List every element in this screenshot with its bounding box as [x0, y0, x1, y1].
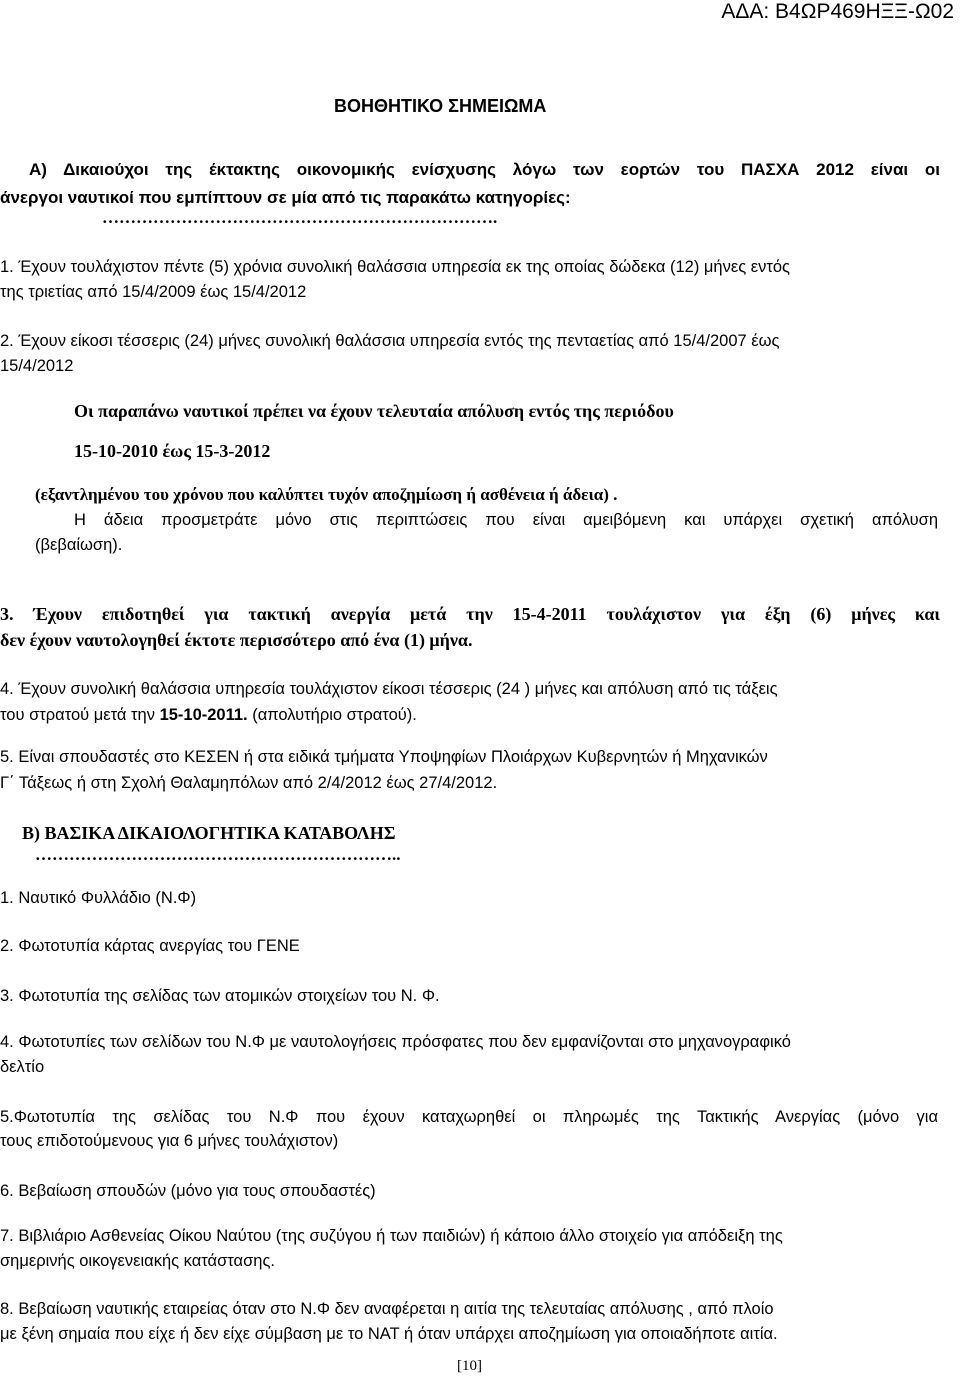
section-a-intro-line1: Α) Δικαιούχοι της έκτακτης οικονομικής ενίσχυσης λόγω των εορτών του ΠΑΣΧΑ 2012 είναι οι [29, 160, 940, 179]
page-title: ΒΟΗΘΗΤΙΚΟ ΣΗΜΕΙΩΜΑ [334, 96, 547, 116]
section-b-dots: ……………………………………………………….. [35, 845, 401, 864]
note-line2: 15-10-2010 έως 15-3-2012 [74, 441, 271, 461]
doc-item-6: 6. Βεβαίωση σπουδών (μόνο για τους σπουδαστές) [0, 1182, 376, 1200]
doc-item-3: 3. Φωτοτυπία της σελίδας των ατομικών στοιχείων του Ν. Φ. [0, 987, 440, 1005]
section-b-title: Β) ΒΑΣΙΚΑ ΔΙΚΑΙΟΛΟΓΗΤΙΚΑ ΚΑΤΑΒΟΛΗΣ [22, 823, 396, 843]
doc-item-5-line2: τους επιδοτούμενους για 6 μήνες τουλάχιστον) [0, 1132, 339, 1150]
item4-line2-bold: 15-10-2011. [159, 706, 248, 724]
leave-line2: (βεβαίωση). [35, 536, 123, 554]
doc-item-4-line1: 4. Φωτοτυπίες των σελίδων του Ν.Φ με ναυτολογήσεις πρόσφατες που δεν εμφανίζονται στο μηχανογραφικό [0, 1033, 791, 1051]
doc-item-7-line2: σημερινής οικογενειακής κατάστασης. [0, 1252, 275, 1270]
item3-line1: 3. Έχουν επιδοτηθεί για τακτική ανεργία μετά την 15-4-2011 τουλάχιστον για έξη (6) μήνες και [0, 604, 940, 624]
doc-item-1: 1. Ναυτικό Φυλλάδιο (Ν.Φ) [0, 889, 197, 907]
section-a-dots: ……………………………………………………………. [102, 208, 498, 227]
item5-line1: 5. Είναι σπουδαστές στο ΚΕΣΕΝ ή στα ειδικά τμήματα Υποψηφίων Πλοιάρχων Κυβερνητών ή Μηχανικών [0, 748, 768, 766]
item1-line2: της τριετίας από 15/4/2009 έως 15/4/2012 [0, 283, 307, 301]
item3-line2: δεν έχουν ναυτολογηθεί έκτοτε περισσότερο από ένα (1) μήνα. [0, 630, 473, 650]
note-line1: Οι παραπάνω ναυτικοί πρέπει να έχουν τελευταία απόλυση εντός της περιόδου [74, 401, 674, 421]
doc-item-2: 2. Φωτοτυπία κάρτας ανεργίας του ΓΕΝΕ [0, 937, 300, 955]
leave-line1: Η άδεια προσμετράτε μόνο στις περιπτώσεις που είναι αμειβόμενη και υπάρχει σχετική απόλυση [74, 511, 938, 529]
section-a-intro [29, 160, 940, 180]
item5-line2: Γ΄ Τάξεως ή στη Σχολή Θαλαμηπόλων από 2/4/2012 έως 27/4/2012. [0, 774, 498, 792]
item4-line2-pre: του στρατού μετά την [0, 706, 160, 724]
item2-line2: 15/4/2012 [0, 357, 74, 375]
page-number: [10] [457, 1358, 482, 1374]
section-a-intro-line2: άνεργοι ναυτικοί που εμπίπτουν σε μία από τις παρακάτω κατηγορίες: [0, 188, 571, 207]
doc-item-7-line1: 7. Βιβλιάριο Ασθενείας Οίκου Ναύτου (της συζύγου ή των παιδιών) ή κάποιο άλλο στοιχείο για απόδειξη της [0, 1227, 783, 1245]
item1-line1: 1. Έχουν τουλάχιστον πέντε (5) χρόνια συνολική θαλάσσια υπηρεσία εκ της οποίας δώδεκα (12) μήνες εντός [0, 258, 790, 276]
doc-item-8-line2: με ξένη σημαία που είχε ή δεν είχε σύμβαση με το ΝΑΤ ή όταν υπάρχει αποζημίωση για οποιαδήποτε αιτία. [0, 1325, 778, 1343]
doc-item-8-line1: 8. Βεβαίωση ναυτικής εταιρείας όταν στο Ν.Φ δεν αναφέρεται η αιτία της τελευταίας απόλυσης , από πλοίο [0, 1300, 774, 1318]
doc-item-4-line2: δελτίο [0, 1058, 45, 1076]
item4-line2 [0, 705, 417, 725]
item4-line1: 4. Έχουν συνολική θαλάσσια υπηρεσία τουλάχιστον είκοσι τέσσερις (24 ) μήνες και απόλυση από τις τάξεις [0, 680, 778, 698]
ada-code: ΑΔΑ: Β4ΩΡ469ΗΞΞ-Ω02 [721, 0, 954, 23]
note-line3: (εξαντλημένου του χρόνου που καλύπτει τυχόν αποζημίωση ή ασθένεια ή άδεια) . [35, 485, 618, 504]
doc-item-5-line1: 5.Φωτοτυπία της σελίδας του Ν.Φ που έχουν καταχωρηθεί οι πληρωμές της Τακτικής Ανεργίας (μόνο για [0, 1108, 938, 1126]
item4-line2-post: (απολυτήριο στρατού). [247, 706, 417, 724]
item2-line1: 2. Έχουν είκοσι τέσσερις (24) μήνες συνολική θαλάσσια υπηρεσία εντός της πενταετίας από 15/4/2007 έως [0, 332, 780, 350]
